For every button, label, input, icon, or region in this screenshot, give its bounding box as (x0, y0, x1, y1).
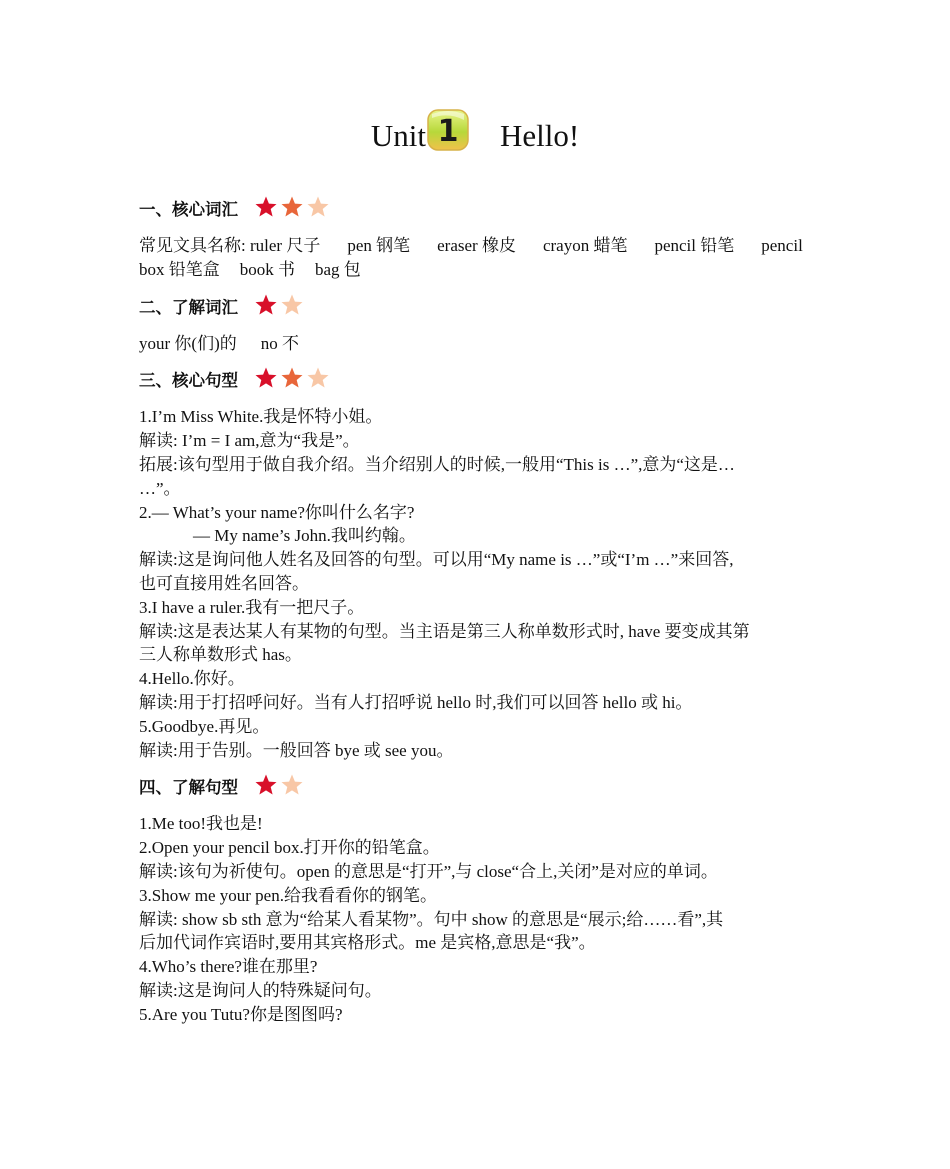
section-heading-core-vocab (139, 198, 814, 222)
know-vocab-line (139, 332, 814, 356)
sentence-line: 4.Hello.你好。 (139, 669, 245, 689)
star-rating (254, 293, 304, 317)
explanation-line: 解读:该句为祈使句。open 的意思是“打开”,与 close“合上,关闭”是对应的单词。 (139, 861, 718, 881)
core-vocab-line-2 (139, 258, 814, 282)
star-icon (280, 293, 304, 317)
vocab-item: pen 钢笔 (347, 236, 411, 255)
title-name: Hello! (499, 118, 580, 153)
explanation-line: 解读:这是表达某人有某物的句型。当主语是第三人称单数形式时, have 要变成其第 (139, 621, 750, 641)
star-icon (280, 773, 304, 797)
vocab-item: pencil (761, 236, 803, 255)
explanation-line-cont: 后加代词作宾语时,要用其宾格形式。me 是宾格,意思是“我”。 (139, 933, 596, 953)
star-icon (254, 366, 278, 390)
vocab-item: box 铅笔盒 (139, 259, 220, 279)
document-body (139, 198, 814, 1027)
section-title: 四、了解句型 (139, 778, 238, 798)
unit-number-badge (426, 108, 470, 152)
star-rating (254, 366, 330, 390)
star-icon (280, 195, 304, 219)
extension-line-cont: …”。 (139, 478, 181, 498)
explanation-line-cont: 也可直接用姓名回答。 (139, 573, 309, 593)
section-title: 二、了解词汇 (139, 297, 238, 317)
section-heading-know-vocab (139, 296, 814, 320)
sentence-line: 5.Are you Tutu?你是图图吗? (139, 1004, 343, 1024)
vocab-item: eraser 橡皮 (437, 236, 516, 255)
vocab-item: book 书 (239, 259, 295, 279)
explanation-line-cont: 三人称单数形式 has。 (139, 645, 302, 665)
section-heading-core-sentences (139, 369, 814, 393)
extension-line: 拓展:该句型用于做自我介绍。当介绍别人的时候,一般用“This is …”,意为“这是… (139, 454, 735, 474)
explanation-line: 解读:这是询问他人姓名及回答的句型。可以用“My name is …”或“I’m …”来回答, (139, 550, 734, 570)
star-rating (254, 773, 304, 797)
star-icon (254, 195, 278, 219)
explanation-line: 解读:用于告别。一般回答 bye 或 see you。 (139, 740, 454, 760)
vocab-item: crayon 蜡笔 (542, 236, 628, 255)
star-icon (306, 195, 330, 219)
section-heading-know-sentences (139, 776, 814, 800)
sentence-line: 2.Open your pencil box.打开你的铅笔盒。 (139, 838, 440, 858)
vocab-item: pencil 铅笔 (654, 236, 735, 255)
star-icon (254, 773, 278, 797)
star-icon (280, 366, 304, 390)
sentence-line: 3.I have a ruler.我有一把尺子。 (139, 597, 365, 617)
sentence-line: 1.I’m Miss White.我是怀特小姐。 (139, 407, 383, 427)
unit-number: 1 (437, 114, 459, 149)
answer-line: — My name’s John.我叫约翰。 (193, 526, 416, 546)
vocab-item: bag 包 (315, 259, 361, 279)
explanation-line: 解读: I’m = I am,意为“我是”。 (139, 431, 360, 451)
vocab-item: 常见文具名称: ruler 尺子 (139, 236, 321, 255)
explanation-line: 解读:用于打招呼问好。当有人打招呼说 hello 时,我们可以回答 hello 或 hi。 (139, 692, 693, 712)
sentence-line: 3.Show me your pen.给我看看你的钢笔。 (139, 885, 437, 905)
unit-badge-icon (426, 108, 470, 152)
vocab-item: no 不 (260, 333, 299, 353)
sentence-line: 2.— What’s your name?你叫什么名字? (139, 502, 415, 522)
star-icon (306, 366, 330, 390)
sentence-line: 4.Who’s there?谁在那里? (139, 957, 318, 977)
core-vocab-line-1 (139, 234, 814, 258)
star-icon (254, 293, 278, 317)
title-unit-word: Unit (370, 118, 426, 153)
star-rating (254, 195, 330, 219)
explanation-line: 解读: show sb sth 意为“给某人看某物”。句中 show 的意思是“展示;给……看”,其 (139, 909, 724, 929)
section-title: 三、核心句型 (139, 371, 238, 391)
page-title (0, 114, 950, 158)
sentence-line: 5.Goodbye.再见。 (139, 716, 270, 736)
section-title: 一、核心词汇 (139, 200, 238, 219)
sentence-line: 1.Me too!我也是! (139, 814, 263, 834)
explanation-line: 解读:这是询问人的特殊疑问句。 (139, 980, 382, 1000)
vocab-item: your 你(们)的 (139, 333, 237, 353)
